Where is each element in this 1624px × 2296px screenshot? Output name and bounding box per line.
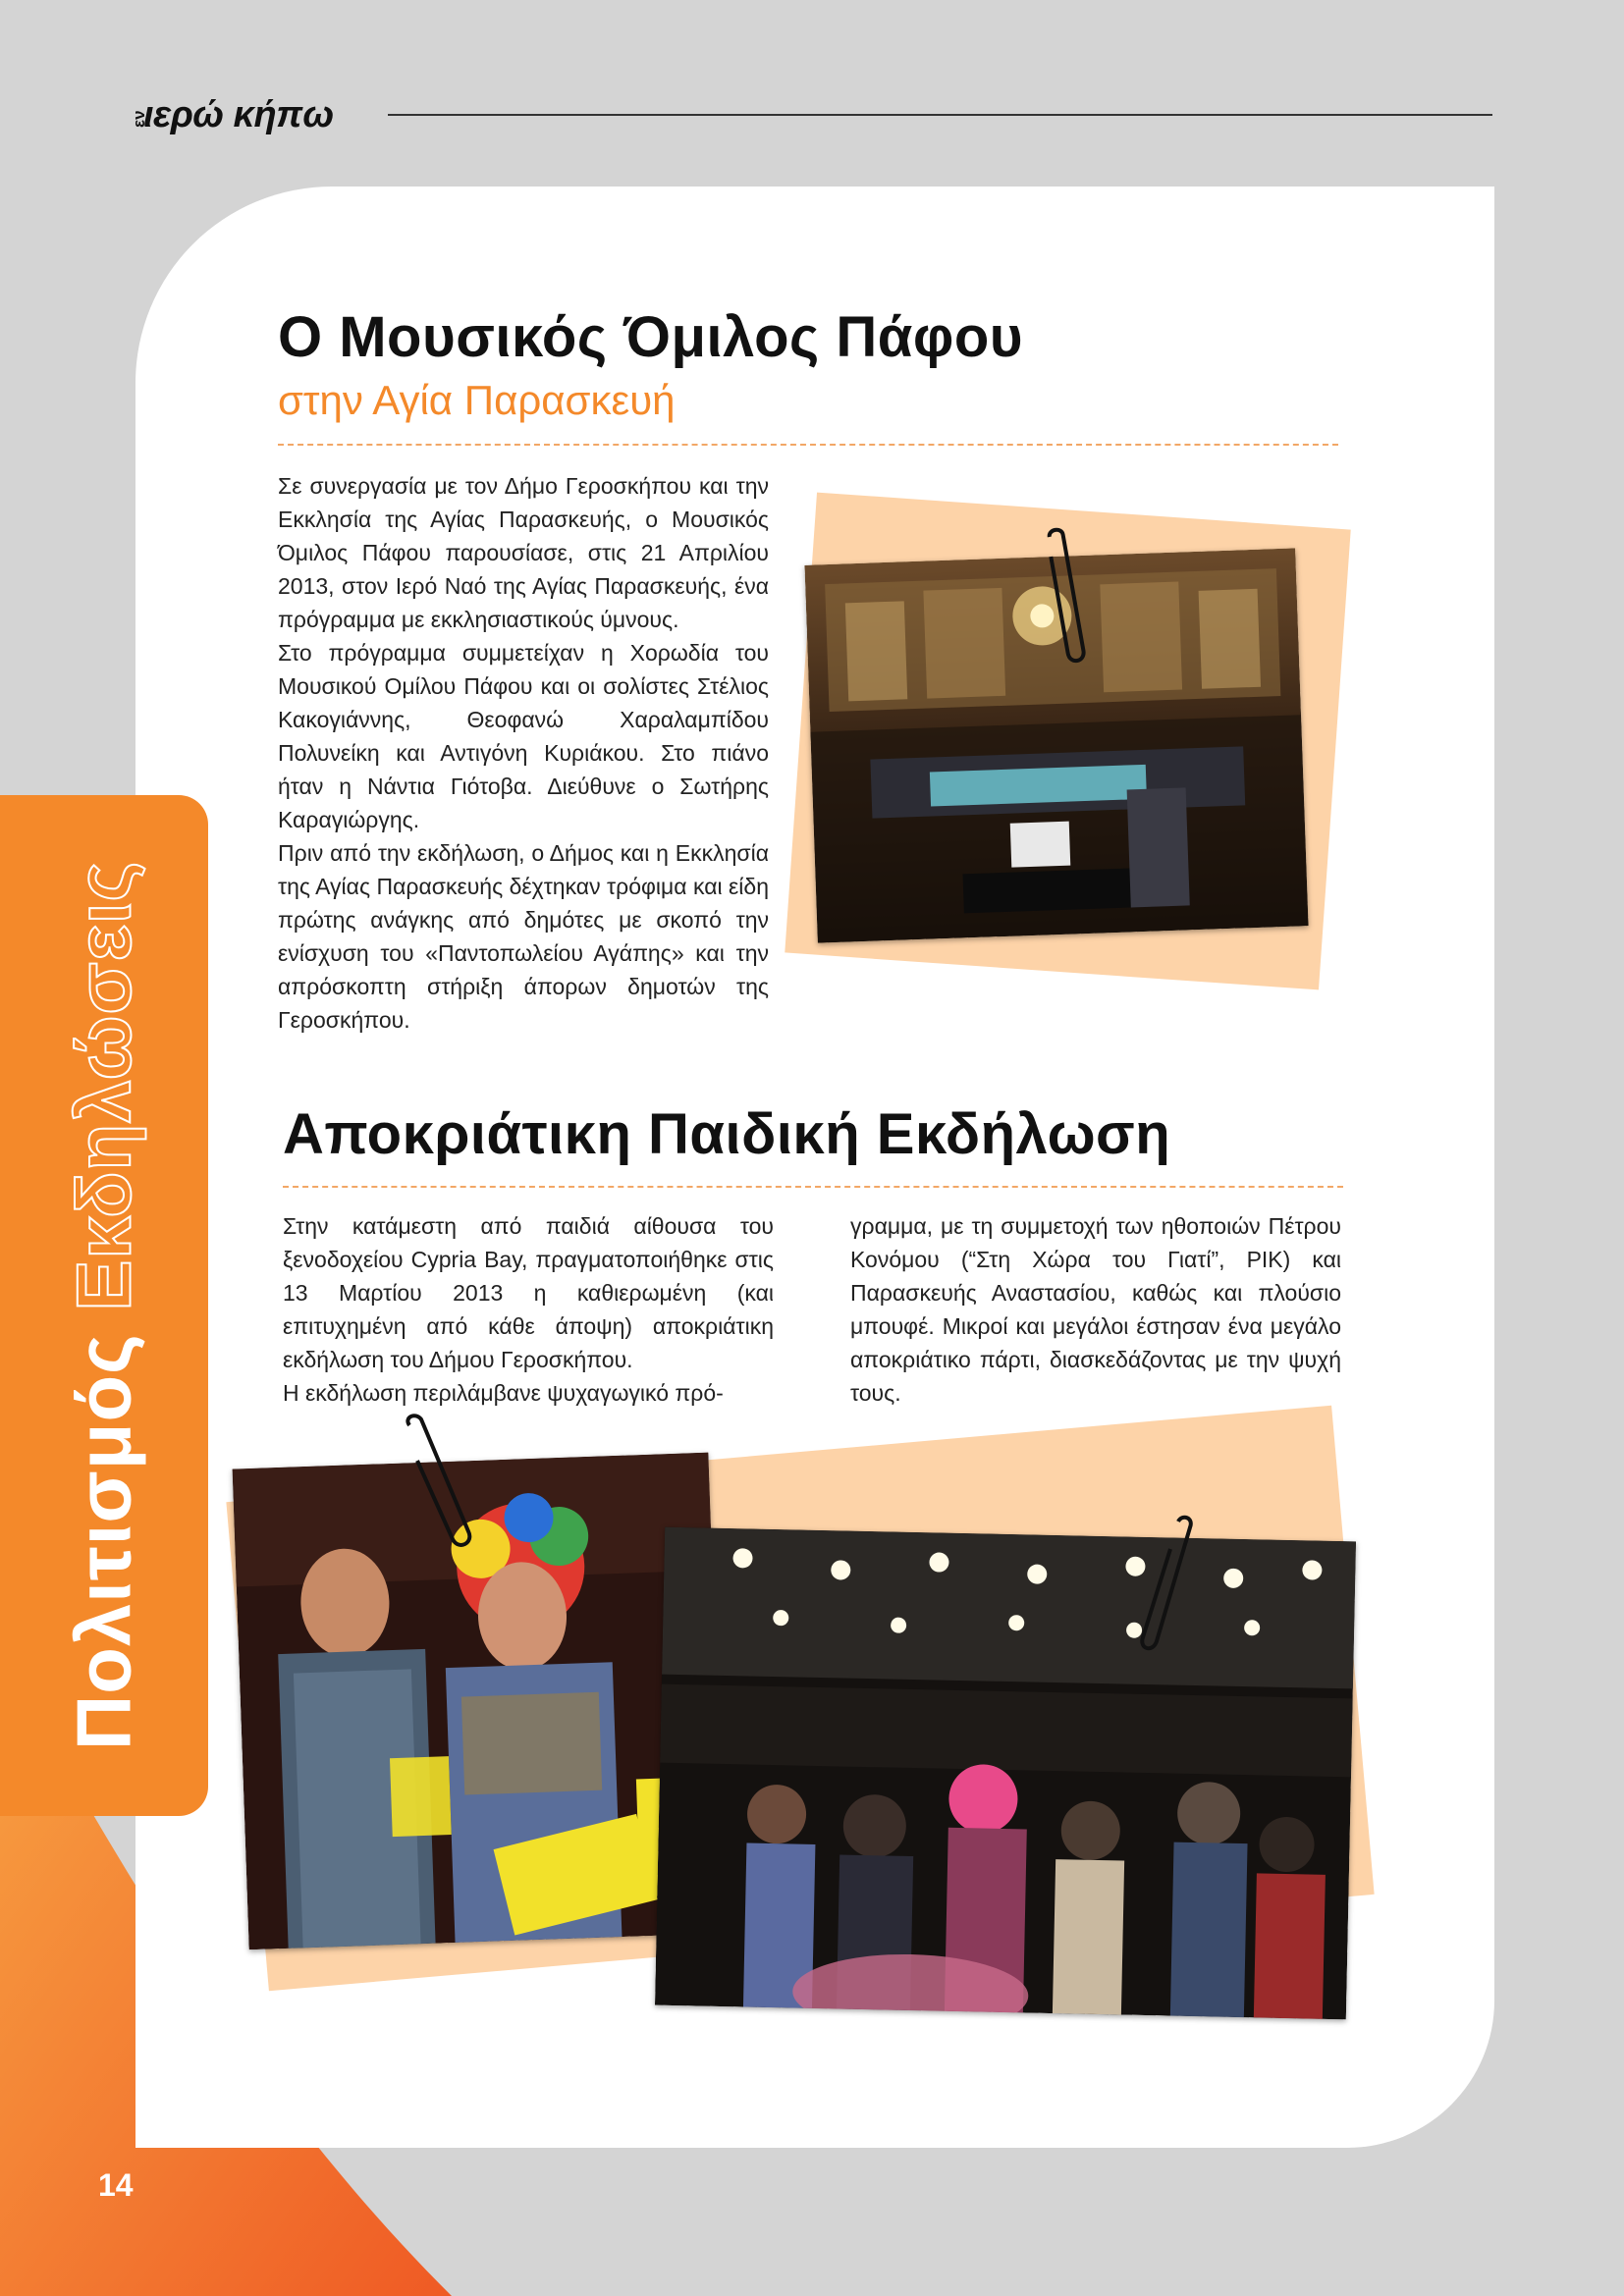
section-tab-label	[60, 861, 149, 1750]
paperclip-icon	[1047, 525, 1086, 672]
performers-photo	[233, 1453, 726, 1950]
magazine-title: ιερώ κήπω	[143, 94, 334, 135]
article1-paragraph: Στο πρόγραμμα συμμετείχαν η Χορωδία του Μουσικού Ομίλου Πάφου και οι σολίστες Στέλιος Κακογιάννης, Θεοφανώ Χαραλαμπίδου Πολυνείκη και Αντιγόνη Κυριάκου. Στο πιάνο ήταν η Νάντια Γιότοβα. Διεύθυνε ο Σωτήρης Καραγιώργης.	[278, 640, 769, 832]
page-number: 14	[98, 2167, 134, 2203]
article1-paragraph: Σε συνεργασία με τον Δήμο Γεροσκήπου και την Εκκλησία της Αγίας Παρασκευής, ο Μουσικός Όμιλος Πάφου παρουσίασε, στις 21 Απριλίου 2013, στον Ιερό Ναό της Αγίας Παρασκευής, ένα πρόγραμμα με εκκλησιαστικούς ύμνους.	[278, 473, 769, 632]
section-word-events: Εκδηλώσεις	[60, 860, 147, 1311]
paperclip-icon	[1139, 1512, 1198, 1659]
article2-title: Αποκριάτικη Παιδική Εκδήλωση	[283, 1102, 1171, 1166]
article2-column-1	[283, 1209, 774, 1410]
header-rule	[388, 114, 1492, 116]
article1-paragraph: Πριν από την εκδήλωση, ο Δήμος και η Εκκλησία της Αγίας Παρασκευής δέχτηκαν τρόφιμα και είδη πρώτης ανάγκης από δημότες με σκοπό την ενίσχυση του «Παντοπωλείου Αγάπης» και την απρόσκοπτη στήριξη άπορων δημοτών της Γεροσκήπου.	[278, 840, 769, 1033]
article2-paragraph: γραμμα, με τη συμμετοχή των ηθοποιών Πέτρου Κονόμου (“Στη Χώρα του Γιατί”, ΡΙΚ) και Παρασκευής Αναστασίου, καθώς και πλούσιο μπουφέ. Μικροί και μεγάλοι έστησαν ένα μεγάλο αποκριάτικο πάρτι, διασκεδάζοντας με την ψυχή τους.	[850, 1213, 1341, 1406]
article2-paragraph: Στην κατάμεστη από παιδιά αίθουσα του ξενοδοχείου Cypria Bay, πραγματοποιήθηκε στις 13 Μαρτίου 2013 η καθιερωμένη (και επιτυχημένη από κάθε άποψη) αποκριάτικη εκδήλωση του Δήμου Γεροσκήπου.	[283, 1213, 774, 1372]
page-header	[128, 90, 1492, 139]
article2-column-2	[850, 1209, 1341, 1410]
article1-divider	[278, 444, 1338, 446]
article1-title: Ο Μουσικός Όμιλος Πάφου	[278, 305, 1024, 369]
party-crowd-photo	[655, 1527, 1356, 2020]
article1-body	[278, 469, 769, 1037]
magazine-prefix: εν	[130, 110, 148, 128]
article2-paragraph: Η εκδήλωση περιλάμβανε ψυχαγωγικό πρό-	[283, 1380, 724, 1406]
article1-subtitle: στην Αγία Παρασκευή	[278, 377, 676, 423]
article2-divider	[283, 1186, 1343, 1188]
paperclip-icon	[388, 1414, 476, 1561]
section-word-culture: Πολιτισμός	[60, 1333, 147, 1751]
